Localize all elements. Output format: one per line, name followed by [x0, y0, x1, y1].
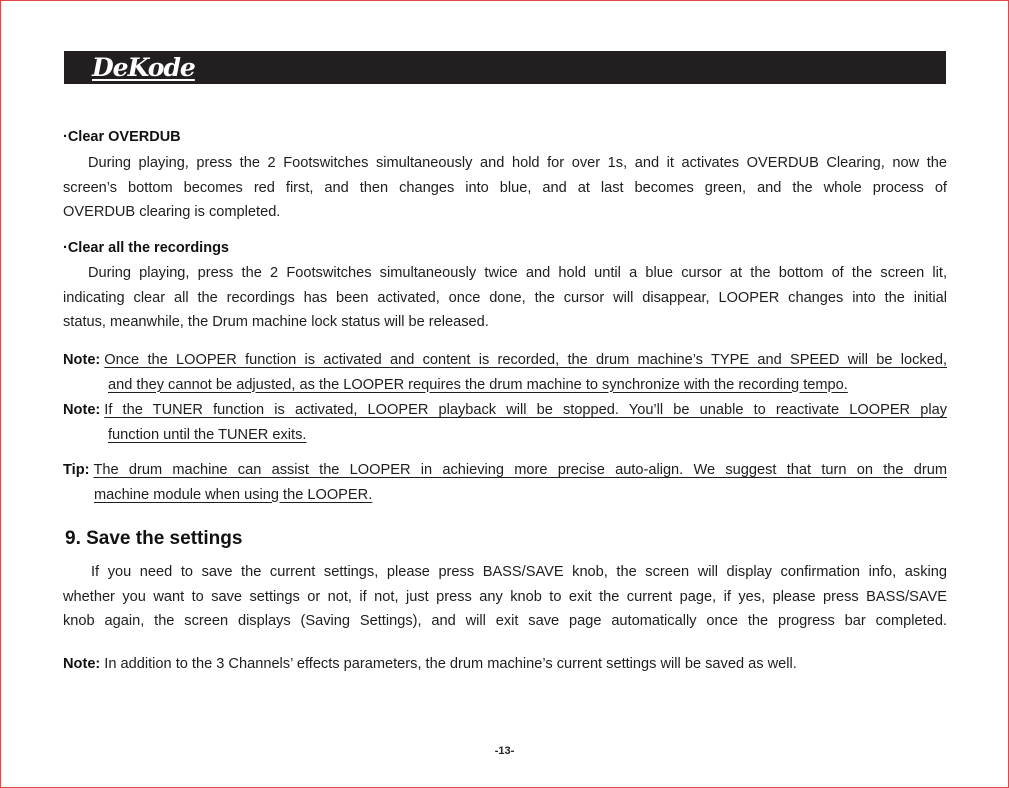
note-label: Note: — [63, 656, 101, 672]
heading-clear-all: ·Clear all the recordings — [63, 240, 229, 256]
heading-clear-overdub: ·Clear OVERDUB — [63, 129, 181, 145]
paragraph-save-settings — [63, 560, 947, 634]
note-text: Once the LOOPER function is activated and content is recorded, the drum machine’s TYPE and SPEED will be locked, — [104, 352, 947, 368]
section-title-save-settings: 9. Save the settings — [65, 528, 243, 549]
note-text: If the TUNER function is activated, LOOPER playback will be stopped. You’ll be unable to reactivate LOOPER play — [104, 402, 947, 418]
brand-logo: DeKode — [92, 53, 195, 82]
paragraph-line: whether you want to save settings or not, if not, just press any knob to exit the current page, if yes, please press BASS/SAVE — [63, 588, 947, 605]
tip-drum-machine — [63, 458, 947, 507]
paragraph-clear-all — [63, 261, 947, 335]
note-text: function until the TUNER exits. — [108, 426, 307, 443]
paragraph-line: status, meanwhile, the Drum machine lock status will be released. — [63, 314, 489, 330]
note-tuner — [63, 398, 947, 447]
paragraph-clear-overdub — [63, 151, 947, 225]
paragraph-line: OVERDUB clearing is completed. — [63, 204, 281, 220]
note-looper-lock — [63, 348, 947, 397]
note-text: In addition to the 3 Channels’ effects parameters, the drum machine’s current settings will be saved as well. — [104, 656, 797, 672]
paragraph-line: If you need to save the current settings, please press BASS/SAVE knob, the screen will display confirmation info, asking — [91, 564, 947, 580]
paragraph-line: knob again, the screen displays (Saving Settings), and will exit save page automatically once the progress bar completed. — [63, 613, 947, 629]
paragraph-line: During playing, press the 2 Footswitches simultaneously twice and hold until a blue cursor at the bottom of the screen lit, — [88, 265, 947, 281]
page-number: -13- — [494, 745, 515, 757]
paragraph-line: screen’s bottom becomes red first, and then changes into blue, and at last becomes green, and the whole process of — [63, 179, 947, 196]
note-text: and they cannot be adjusted, as the LOOPER requires the drum machine to synchronize with the recording tempo. — [108, 376, 848, 393]
tip-text: The drum machine can assist the LOOPER in achieving more precise auto-align. We suggest that turn on the drum — [93, 462, 947, 478]
paragraph-line: indicating clear all the recordings has been activated, once done, the cursor will disappear, LOOPER changes into the initial — [63, 289, 947, 306]
note-saved-settings — [63, 652, 947, 677]
note-label: Note: — [63, 352, 101, 368]
header-bar — [64, 51, 946, 84]
note-label: Note: — [63, 402, 101, 418]
paragraph-line: During playing, press the 2 Footswitches simultaneously and hold for over 1s, and it activates OVERDUB Clearing, now the — [88, 155, 947, 171]
tip-text: machine module when using the LOOPER. — [94, 486, 373, 503]
tip-label: Tip: — [63, 462, 90, 478]
